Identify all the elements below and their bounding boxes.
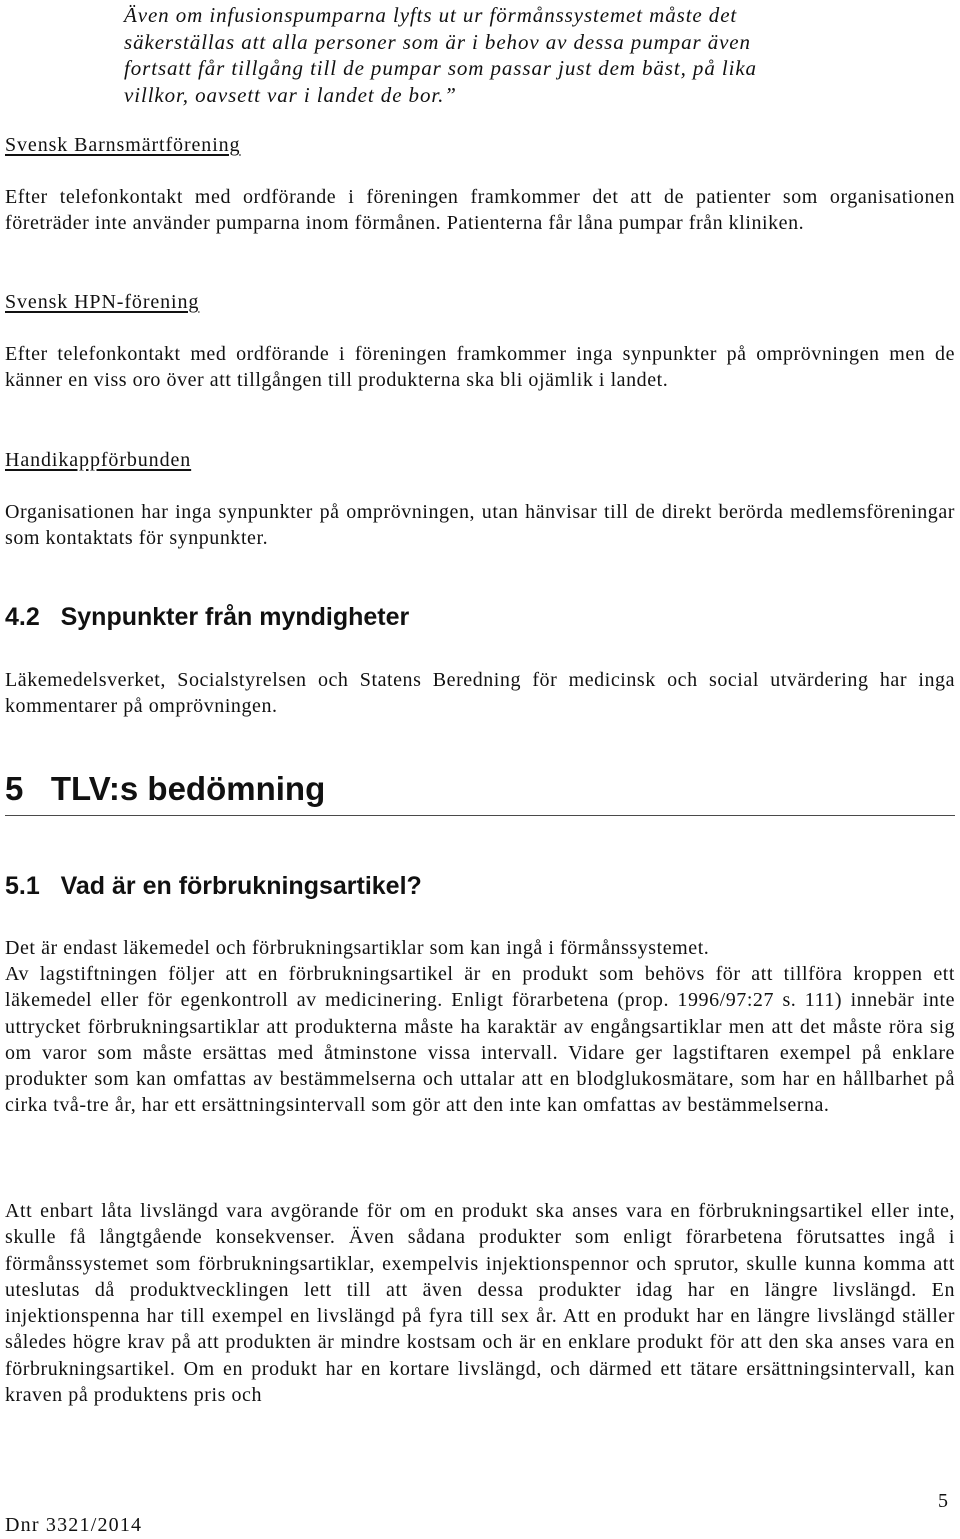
org-paragraph-hpn-forening: Efter telefonkontakt med ordförande i föreningen framkommer inga synpunkter på omprövningen men de känner en viss oro över att tillgången till produkterna ska bli ojämlik i landet. <box>5 343 955 392</box>
org-heading-hpn-forening: Svensk HPN-förening <box>5 291 200 313</box>
section-5-1-intro: Det är endast läkemedel och förbrukningsartiklar som kan ingå i förmånssystemet. <box>5 937 710 959</box>
section-heading-5-1: 5.1 Vad är en förbrukningsartikel? <box>5 872 422 900</box>
org-heading-handikappforbunden: Handikappförbunden <box>5 449 192 471</box>
section-5-1-paragraph-1: Av lagstiftningen följer att en förbrukningsartikel är en produkt som behövs för att tillföra kroppen ett läkemedel eller för egenkontroll av medicinering. Enligt förarbetena (prop. 1996/97:27 s. 111) innebär inte uttrycket förbrukningsartiklar att produkterna måste ha karaktär av engångsartiklar men att det måste röra sig om varor som måste ersättas med åtminstone vissa intervall. Vidare ger lagstiftaren exempel på enklare produkter som kan omfattas av bestämmelserna och uttalar att en blodglukosmätare, som har en hållbarhet på cirka två-tre år, har ett ersättningsintervall som gör att den inte kan omfattas av bestämmelserna. <box>5 963 955 1117</box>
section-paragraph-4-2: Läkemedelsverket, Socialstyrelsen och Statens Beredning för medicinsk och social utvärdering har inga kommentarer på omprövningen. <box>5 669 955 718</box>
chapter-rule <box>5 815 955 816</box>
chapter-heading-5: 5 TLV:s bedömning <box>5 770 326 807</box>
quote-paragraph: Även om infusionspumparna lyfts ut ur förmånssystemet måste det säkerställas att alla personer som är i behov av dessa pumpar även fortsatt får tillgång till de pumpar som passar just dem bäst, på lika villkor, oavsett var i landet de bor.” <box>124 3 757 107</box>
org-heading-barnsmartforening: Svensk Barnsmärtförening <box>5 134 241 156</box>
page-number: 5 <box>938 1490 948 1512</box>
section-5-1-paragraph-2: Att enbart låta livslängd vara avgörande för om en produkt ska anses vara en förbrukningsartikel eller inte, skulle få långtgående konsekvenser. Även sådana produkter som enligt förarbetena förutsattes ingå i förmånssystemet som förbrukningsartiklar, exempelvis injektionspennor och sprutor, skulle kunna komma att uteslutas då produktvecklingen lett till att även dessa produkter idag har en längre livslängd. En injektionspenna har till exempel en livslängd på fyra till sex år. Att en produkt har en längre livslängd ställer således högre krav på att produkten är mindre kostsam och är en enklare produkt för att den ska anses vara en förbrukningsartikel. Om en produkt har en kortare livslängd, och därmed ett tätare ersättningsintervall, kan kraven på produktens pris och <box>5 1200 955 1407</box>
org-paragraph-handikappforbunden: Organisationen har inga synpunkter på omprövningen, utan hänvisar till de direkt berörda medlemsföreningar som kontaktats för synpunkter. <box>5 501 955 550</box>
section-heading-4-2: 4.2 Synpunkter från myndigheter <box>5 603 410 631</box>
org-paragraph-barnsmartforening: Efter telefonkontakt med ordförande i föreningen framkommer det att de patienter som organisationen företräder inte använder pumparna inom förmånen. Patienterna får låna pumpar från kliniken. <box>5 186 955 235</box>
document-number: Dnr 3321/2014 <box>5 1514 143 1536</box>
